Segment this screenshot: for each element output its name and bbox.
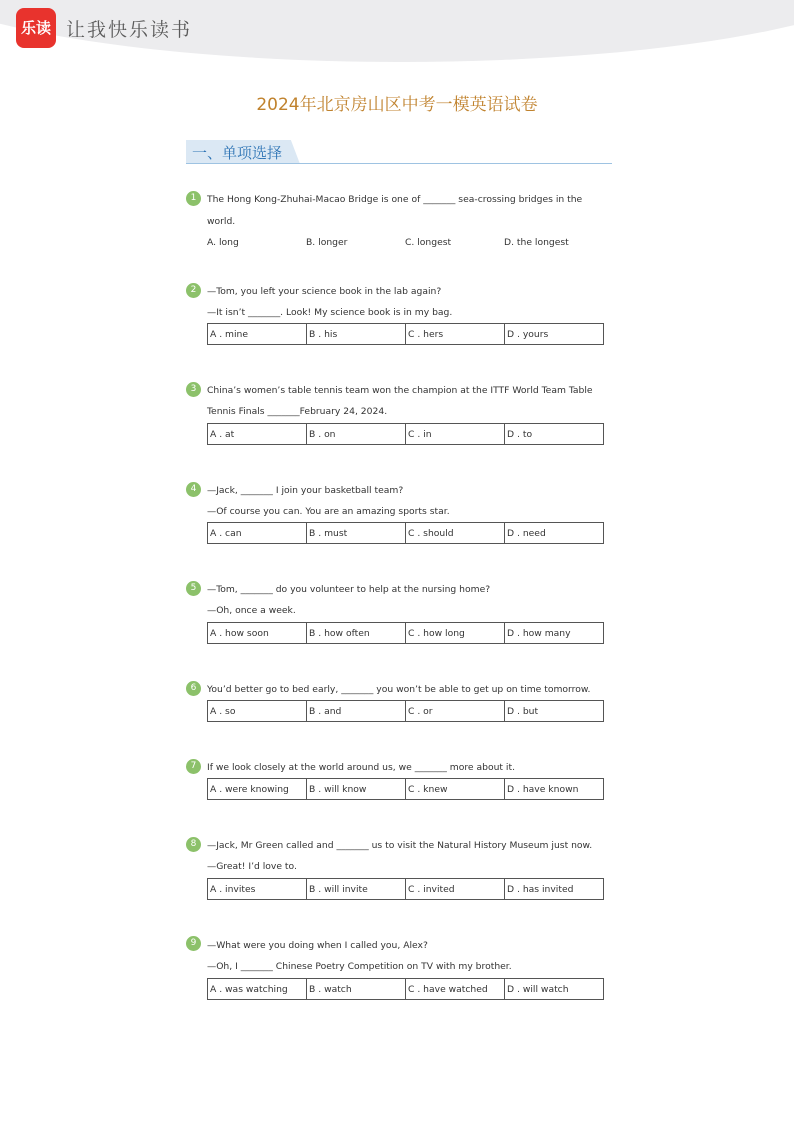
brand-slogan: 让我快乐读书 — [66, 19, 193, 41]
option-b[interactable]: B. longer — [306, 237, 348, 248]
question-stem-line: China’s women’s table tennis team won the champion at the ITTF World Team Table — [207, 385, 593, 396]
question-number-badge: 6 — [186, 681, 201, 696]
options-table — [207, 778, 604, 800]
question-stem-line: Tennis Finals _______February 24, 2024. — [207, 406, 388, 417]
option-d[interactable]: D . yours — [505, 324, 604, 345]
option-a[interactable]: A . at — [208, 424, 307, 445]
question-2 — [186, 283, 616, 349]
question-stem-line: —Jack, Mr Green called and _______ us to visit the Natural History Museum just now. — [207, 840, 593, 851]
question-number-badge: 8 — [186, 837, 201, 852]
option-c[interactable]: C . knew — [406, 779, 505, 800]
option-a[interactable]: A . so — [208, 701, 307, 722]
option-d[interactable]: D . need — [505, 523, 604, 544]
question-number-badge: 4 — [186, 482, 201, 497]
options-table — [207, 622, 604, 644]
question-stem-line: If we look closely at the world around us, we _______ more about it. — [207, 762, 515, 773]
option-b[interactable]: B . how often — [307, 623, 406, 644]
question-stem-line: —Great! I’d love to. — [207, 861, 297, 872]
question-stem-line: —Jack, _______ I join your basketball team? — [207, 485, 404, 496]
app-logo[interactable]: 乐读 — [16, 8, 56, 48]
option-c[interactable]: C. longest — [405, 237, 452, 248]
question-number-badge: 5 — [186, 581, 201, 596]
options-table — [207, 878, 604, 900]
option-b[interactable]: B . and — [307, 701, 406, 722]
option-d[interactable]: D . have known — [505, 779, 604, 800]
question-1 — [186, 191, 616, 253]
question-stem-line: —Oh, I _______ Chinese Poetry Competition on TV with my brother. — [207, 961, 512, 972]
option-b[interactable]: B . watch — [307, 979, 406, 1000]
section-divider — [186, 163, 612, 164]
options-row — [207, 237, 603, 249]
option-c[interactable]: C . or — [406, 701, 505, 722]
option-c[interactable]: C . hers — [406, 324, 505, 345]
question-number-badge: 2 — [186, 283, 201, 298]
exam-title: 2024年北京房山区中考一模英语试卷 — [256, 95, 538, 115]
option-d[interactable]: D . but — [505, 701, 604, 722]
question-stem-line: —Oh, once a week. — [207, 605, 296, 616]
question-stem-line: —Tom, _______ do you volunteer to help at the nursing home? — [207, 584, 491, 595]
question-3 — [186, 382, 616, 448]
option-d[interactable]: D . to — [505, 424, 604, 445]
question-stem-line: The Hong Kong-Zhuhai-Macao Bridge is one of _______ sea-crossing bridges in the — [207, 194, 583, 205]
option-a[interactable]: A . mine — [208, 324, 307, 345]
question-6 — [186, 681, 616, 727]
option-c[interactable]: C . how long — [406, 623, 505, 644]
options-table — [207, 423, 604, 445]
options-table — [207, 700, 604, 722]
option-c[interactable]: C . have watched — [406, 979, 505, 1000]
question-number-badge: 3 — [186, 382, 201, 397]
section-label: 一、单项选择 — [192, 144, 283, 162]
option-d[interactable]: D . has invited — [505, 879, 604, 900]
option-b[interactable]: B . must — [307, 523, 406, 544]
question-number-badge: 1 — [186, 191, 201, 206]
option-b[interactable]: B . his — [307, 324, 406, 345]
option-a[interactable]: A . were knowing — [208, 779, 307, 800]
option-b[interactable]: B . on — [307, 424, 406, 445]
question-4 — [186, 482, 616, 548]
question-stem-line: —What were you doing when I called you, Alex? — [207, 940, 428, 951]
options-table — [207, 323, 604, 345]
question-stem-line: —Tom, you left your science book in the lab again? — [207, 286, 442, 297]
option-c[interactable]: C . invited — [406, 879, 505, 900]
top-banner — [0, 0, 794, 62]
option-a[interactable]: A . can — [208, 523, 307, 544]
question-number-badge: 9 — [186, 936, 201, 951]
question-stem-line: You’d better go to bed early, _______ you won’t be able to get up on time tomorrow. — [207, 684, 591, 695]
options-table — [207, 978, 604, 1000]
question-stem-line: —Of course you can. You are an amazing sports star. — [207, 506, 450, 517]
options-table — [207, 522, 604, 544]
option-b[interactable]: B . will invite — [307, 879, 406, 900]
question-9 — [186, 936, 616, 1002]
option-d[interactable]: D. the longest — [504, 237, 569, 248]
option-c[interactable]: C . should — [406, 523, 505, 544]
question-5 — [186, 581, 616, 647]
option-c[interactable]: C . in — [406, 424, 505, 445]
question-number-badge: 7 — [186, 759, 201, 774]
option-a[interactable]: A . invites — [208, 879, 307, 900]
question-7 — [186, 759, 616, 805]
option-b[interactable]: B . will know — [307, 779, 406, 800]
option-a[interactable]: A . was watching — [208, 979, 307, 1000]
question-stem-line: world. — [207, 216, 236, 227]
option-d[interactable]: D . how many — [505, 623, 604, 644]
section-header — [186, 140, 612, 164]
question-8 — [186, 837, 616, 903]
option-a[interactable]: A . how soon — [208, 623, 307, 644]
option-d[interactable]: D . will watch — [505, 979, 604, 1000]
option-a[interactable]: A. long — [207, 237, 239, 248]
question-stem-line: —It isn’t _______. Look! My science book is in my bag. — [207, 307, 453, 318]
